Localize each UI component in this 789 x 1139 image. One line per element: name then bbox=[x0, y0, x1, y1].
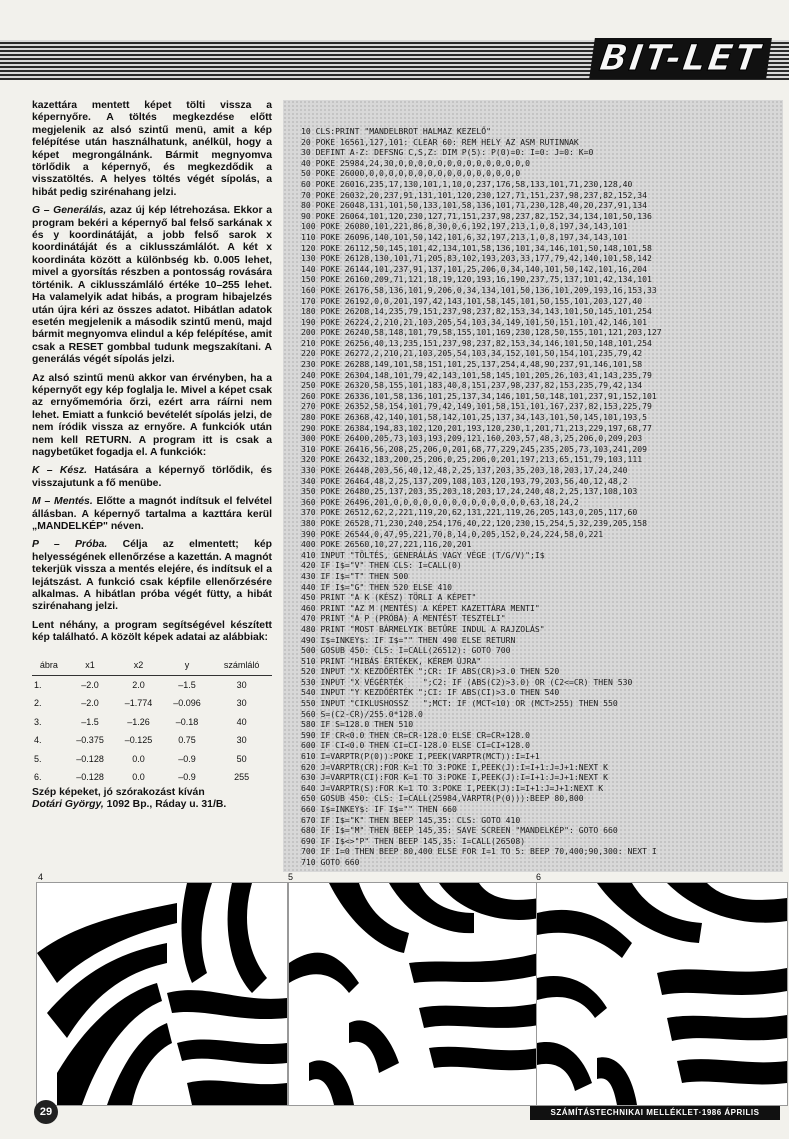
column-header: y bbox=[163, 655, 211, 676]
figure-parameters-table bbox=[32, 655, 272, 787]
author-address: 1092 Bp., Ráday u. 31/B. bbox=[103, 798, 227, 810]
table-cell: 30 bbox=[236, 698, 247, 709]
table-cell: 6. bbox=[34, 772, 42, 783]
table-row bbox=[32, 750, 272, 768]
table-cell: 1. bbox=[34, 680, 42, 691]
figure-number: 5 bbox=[288, 872, 294, 882]
program-listing-panel bbox=[283, 100, 783, 872]
table-cell: 2.0 bbox=[132, 680, 145, 691]
table-cell: 4. bbox=[34, 735, 42, 746]
table-cell: 0.0 bbox=[132, 772, 145, 783]
table-cell: –0.9 bbox=[178, 753, 196, 764]
table-header-row bbox=[32, 655, 272, 676]
table-cell: –0.18 bbox=[175, 716, 199, 727]
table-row bbox=[32, 713, 272, 731]
column-header: x2 bbox=[114, 655, 162, 676]
fractal-image-graphic bbox=[537, 883, 787, 1105]
table-cell: –1.5 bbox=[178, 680, 196, 691]
paragraph: Lent néhány, a program segítségével készített kép található. A közölt képek adatai az alábbiak: bbox=[32, 619, 272, 644]
column-header: számláló bbox=[211, 655, 272, 676]
table-row bbox=[32, 694, 272, 712]
table-cell: 3. bbox=[34, 716, 42, 727]
column-title: BIT-LET bbox=[589, 38, 772, 79]
function-label: M – Mentés. bbox=[32, 496, 93, 508]
paragraph: K – Kész. Hatására a képernyő törlődik, és visszajutunk a fő menübe. bbox=[32, 465, 273, 489]
table-cell: 0.75 bbox=[178, 735, 196, 746]
table-row bbox=[32, 676, 272, 695]
table-row bbox=[32, 768, 272, 786]
publication-footer: SZÁMÍTÁSTECHNIKAI MELLÉKLET·1986 ÁPRILIS bbox=[530, 1106, 780, 1120]
table-cell: 30 bbox=[236, 680, 247, 691]
table-cell: 0.0 bbox=[132, 753, 145, 764]
column-header: x1 bbox=[66, 655, 114, 676]
table-cell: –0.9 bbox=[178, 772, 196, 783]
table-cell: –1.5 bbox=[81, 716, 99, 727]
table-cell: –0.125 bbox=[124, 735, 153, 746]
function-label: P – Próba. bbox=[32, 539, 108, 551]
table-cell: –0.128 bbox=[76, 772, 104, 783]
table-cell: –0.096 bbox=[173, 698, 201, 709]
table-cell: –0.128 bbox=[76, 753, 104, 764]
page-number: 29 bbox=[34, 1100, 58, 1124]
table-row bbox=[32, 731, 272, 749]
table-cell: –2.0 bbox=[81, 698, 99, 709]
table-cell: 255 bbox=[234, 772, 250, 783]
function-label: K – Kész. bbox=[32, 465, 88, 477]
fractal-image-graphic bbox=[37, 883, 287, 1105]
function-label: G – Generálás, bbox=[32, 205, 107, 217]
fractal-image-graphic bbox=[289, 883, 539, 1105]
basic-program-listing: 10 CLS:PRINT "MANDELBROT HALMAZ KEZELŐ" 20 POKE 16561,127,101: CLEAR 60: REM HELY AZ ASM RUTINNAK 30 DEFINT A-Z: DEFSNG C,S,Z: DIM P(5): P(0)=0: I=0: J=0: K=0 40 POKE 25984,24,30,0,0,0,0,0,0,0,0,0,0,0,0,0,0 50 POKE 26000,0,0,0,0,0,0,0,0,0,0,0,0,0,0,0,0 60 POKE 26016,235,17,130,101,1,10,0,237,176,58,133,101,71,230,128,40 70 POKE 26032,20,237,91,131,101,120,230,127,71,151,237,98,237,82,152,34 80 POKE 26048,131,101,50,133,101,58,136,101,71,230,128,40,20,237,91,134 90 POKE 26064,101,120,230,127,71,151,237,98,237,82,152,34,134,101,50,136 100 POKE 26080,101,221,86,8,30,0,6,192,197,213,1,0,8,197,34,143,101 110 POKE 26096,140,101,50,142,101,6,32,197,213,1,0,8,197,34,143,101 120 POKE 26112,50,145,101,42,134,101,58,136,101,34,146,101,50,148,101,58 130 POKE 26128,130,101,71,205,83,102,193,203,33,177,79,42,140,101,58,142 140 POKE 26144,101,237,91,137,101,25,206,0,34,140,101,50,142,101,16,204 150 POKE 26160,209,71,121,18,19,120,193,16,190,237,75,137,101,42,134,101 160 POKE 26176,58,136,101,9,206,0,34,134,101,50,136,101,209,193,16,153,33 170 POKE 26192,0,0,201,197,42,143,101,58,145,101,50,155,101,203,127,40 180 POKE 26208,14,235,79,151,237,98,237,82,153,34,143,101,50,145,101,254 190 POKE 26224,2,210,21,103,205,54,103,34,149,101,50,151,101,42,146,101 200 POKE 26240,58,148,101,79,58,155,101,169,230,128,50,155,101,121,203,127 210 POKE 26256,40,13,235,151,237,98,237,82,153,34,146,101,50,148,101,254 220 POKE 26272,2,210,21,103,205,54,103,34,152,101,50,154,101,235,79,42 230 POKE 26288,149,101,58,151,101,25,137,254,4,48,90,237,91,146,101,58 240 POKE 26304,148,101,79,42,143,101,58,145,101,205,26,103,41,143,235,79 250 POKE 26320,58,155,101,183,40,8,151,237,98,237,82,153,235,79,42,134 260 POKE 26336,101,58,136,101,25,137,34,146,101,50,148,101,237,91,152,101 270 POKE 26352,58,154,101,79,42,149,101,58,151,101,167,237,82,153,225,79 280 POKE 26368,42,140,101,58,142,101,25,137,34,143,101,50,145,101,193,5 290 POKE 26384,194,83,102,120,201,193,120,230,1,201,71,213,229,197,68,77 300 POKE 26400,205,73,103,193,209,121,160,203,57,48,3,25,206,0,209,203 310 POKE 26416,56,208,25,206,0,201,68,77,229,245,235,205,73,103,241,209 320 POKE 26432,183,200,25,206,0,25,206,0,201,197,213,65,151,79,103,111 330 POKE 26448,203,56,40,12,48,2,25,137,203,35,203,18,203,17,24,240 340 POKE 26464,48,2,25,137,209,108,103,120,193,79,203,56,40,12,48,2 350 POKE 26480,25,137,203,35,203,18,203,17,24,240,48,2,25,137,108,103 360 POKE 26496,201,0,0,0,0,0,0,0,0,0,0,0,0,0,0,63,18,24,2 370 POKE 26512,62,2,221,119,20,62,131,221,119,26,205,143,0,205,117,60 380 POKE 26528,71,230,240,254,176,40,22,120,230,15,254,5,32,239,205,158 390 POKE 26544,0,47,95,221,70,8,14,0,205,152,0,24,224,58,0,221 400 POKE 26560,10,27,221,116,20,201 410 INPUT "TÖLTÉS, GENERÁLÁS VAGY VÉGE (T/G/V)";I$ 420 IF I$="V" THEN CLS: I=CALL(0) 430 IF I$="T" THEN 500 440 IF I$="G" THEN 520 ELSE 410 450 PRINT "A K (KÉSZ) TÖRLI A KÉPET" 460 PRINT "AZ M (MENTÉS) A KÉPET KAZETTÁRA MENTI" 470 PRINT "A P (PRÓBA) A MENTÉST TESZTELI" 480 PRINT "MOST BÁRMELYIK BETŰRE INDUL A RAJZOLÁS" 490 I$=INKEY$: IF I$="" THEN 490 ELSE RETURN 500 GOSUB 450: CLS: I=CALL(26512): GOTO 700 510 PRINT "HIBÁS ÉRTÉKEK, KÉREM ÚJRA" 520 INPUT "X KEZDŐÉRTÉK ";CR: IF ABS(CR)>3.0 THEN 520 530 INPUT "X VÉGÉRTÉK ";C2: IF (ABS(C2)>3.0) OR (C2<=CR) THEN 530 540 INPUT "Y KEZDŐÉRTÉK ";CI: IF ABS(CI)>3.0 THEN 540 550 INPUT "CIKLUSHOSSZ ";MCT: IF (MCT<10) OR (MCT>255) THEN 550 560 S=(C2-CR)/255.0*128.0 580 IF S=128.0 THEN 510 590 IF CR<0.0 THEN CR=CR-128.0 ELSE CR=CR+128.0 600 IF CI<0.0 THEN CI=CI-128.0 ELSE CI=CI+128.0 610 I=VARPTR(P(0)):POKE I,PEEK(VARPTR(MCT)):I=I+1 620 J=VARPTR(CR):FOR K=1 TO 3:POKE I,PEEK(J):I=I+1:J=J+1:NEXT K 630 J=VARPTR(CI):FOR K=1 TO 3:POKE I,PEEK(J):I=I+1:J=J+1:NEXT K 640 J=VARPTR(S):FOR K=1 TO 3:POKE I,PEEK(J):I=I+1:J=J+1:NEXT K 650 GOSUB 450: CLS: I=CALL(25984,VARPTR(P(0))):BEEP 80,800 660 I$=INKEY$: IF I$="" THEN 660 670 IF I$="K" THEN BEEP 145,35: CLS: GOTO 410 680 IF I$="M" THEN BEEP 145,35: SAVE SCREEN "MANDELKÉP": GOTO 660 690 IF I$<>"P" THEN BEEP 145,35: I=CALL(26508) 700 IF I=0 THEN BEEP 80,400 ELSE FOR I=1 TO 5: BEEP 70,400;90,300: NEXT I 710 GOTO 660 bbox=[301, 126, 662, 867]
signoff: Szép képeket, jó szórakozást kíván Dotári György, 1092 Bp., Ráday u. 31/B. bbox=[32, 786, 227, 810]
table-cell: 30 bbox=[236, 735, 247, 746]
figure-number: 4 bbox=[38, 872, 44, 882]
table-cell: –2.0 bbox=[81, 680, 99, 691]
fractal-image bbox=[536, 882, 788, 1106]
fractal-image bbox=[288, 882, 540, 1106]
table-cell: 40 bbox=[236, 716, 247, 727]
figure-number: 6 bbox=[536, 872, 542, 882]
table-cell: 50 bbox=[236, 753, 247, 764]
table-cell: 5. bbox=[34, 753, 42, 764]
fractal-image bbox=[36, 882, 288, 1106]
article-text bbox=[32, 100, 272, 817]
paragraph: G – Generálás, azaz új kép létrehozása. Ekkor a program bekéri a képernyő bal felső sarkának x és y koordinátáját, a jobb felső sarok x koordinátáját és a ciklusszámlálót. A két x koordináta között a különbség kb. 0.005 lehet, mivel a gyorsítás részben a pontosság rovására történik. A ciklusszámláló értéke 10–255 lehet. Ha valamelyik adat hibás, a program hibajelzés után újra kéri az összes adatot. Hibátlan adatok esetén megjelenik a második szintű menü, majd bármit megnyomva elindul a kép felépítése, amit csak a RESET gombbal tudunk megszakítani. A generálás végét sípolás jelzi. bbox=[32, 205, 272, 366]
table-cell: –1.26 bbox=[127, 716, 150, 727]
paragraph: kazettára mentett képet tölti vissza a képernyőre. A töltés megkezdése előtt megjelenik az alsó szintű menü, amit a kép felépítése után használhatunk, anélkül, hogy a képet megrongálnánk. Bármit megnyomva törlődik a képernyő, és megkezdődik a visszatöltés. A helyes töltés végét sípolás, a hibát pedig szirénahang jelzi. bbox=[32, 100, 272, 198]
table-cell: –1.774 bbox=[124, 698, 153, 709]
paragraph: P – Próba. Célja az elmentett; kép helyességének ellenőrzése a kazettán. A magnót tekerjük vissza a mentés elejére, és indítsuk el a lejátszást. A funkció csak képfile ellenőrzésére alkalmas. A hibátlan próba végét fütty, a hibát szirénahang jelzi. bbox=[32, 539, 272, 613]
column-header: ábra bbox=[32, 655, 66, 676]
table-cell: 2. bbox=[34, 698, 42, 709]
paragraph: M – Mentés. Előtte a magnót indítsuk el felvétel állásban. A képernyő tartalma a kazttára kerül „MANDELKÉP" néven. bbox=[32, 496, 272, 532]
table-cell: –0.375 bbox=[76, 735, 104, 746]
paragraph: Az alsó szintű menü akkor van érvényben, ha a képernyőt egy kép foglalja le. Mivel a képet csak az ernyőmemória őrzi, ezért arra ráírni nem lehet. Emiatt a funkció bevételét sípolás jelzi, de nem íródik vissza az ernyőre. A funkciók után nem kell RETURN. A program itt is csak a nagybetűket fogadja el. A funkciók: bbox=[32, 372, 272, 458]
author-name: Dotári György, bbox=[32, 798, 104, 810]
